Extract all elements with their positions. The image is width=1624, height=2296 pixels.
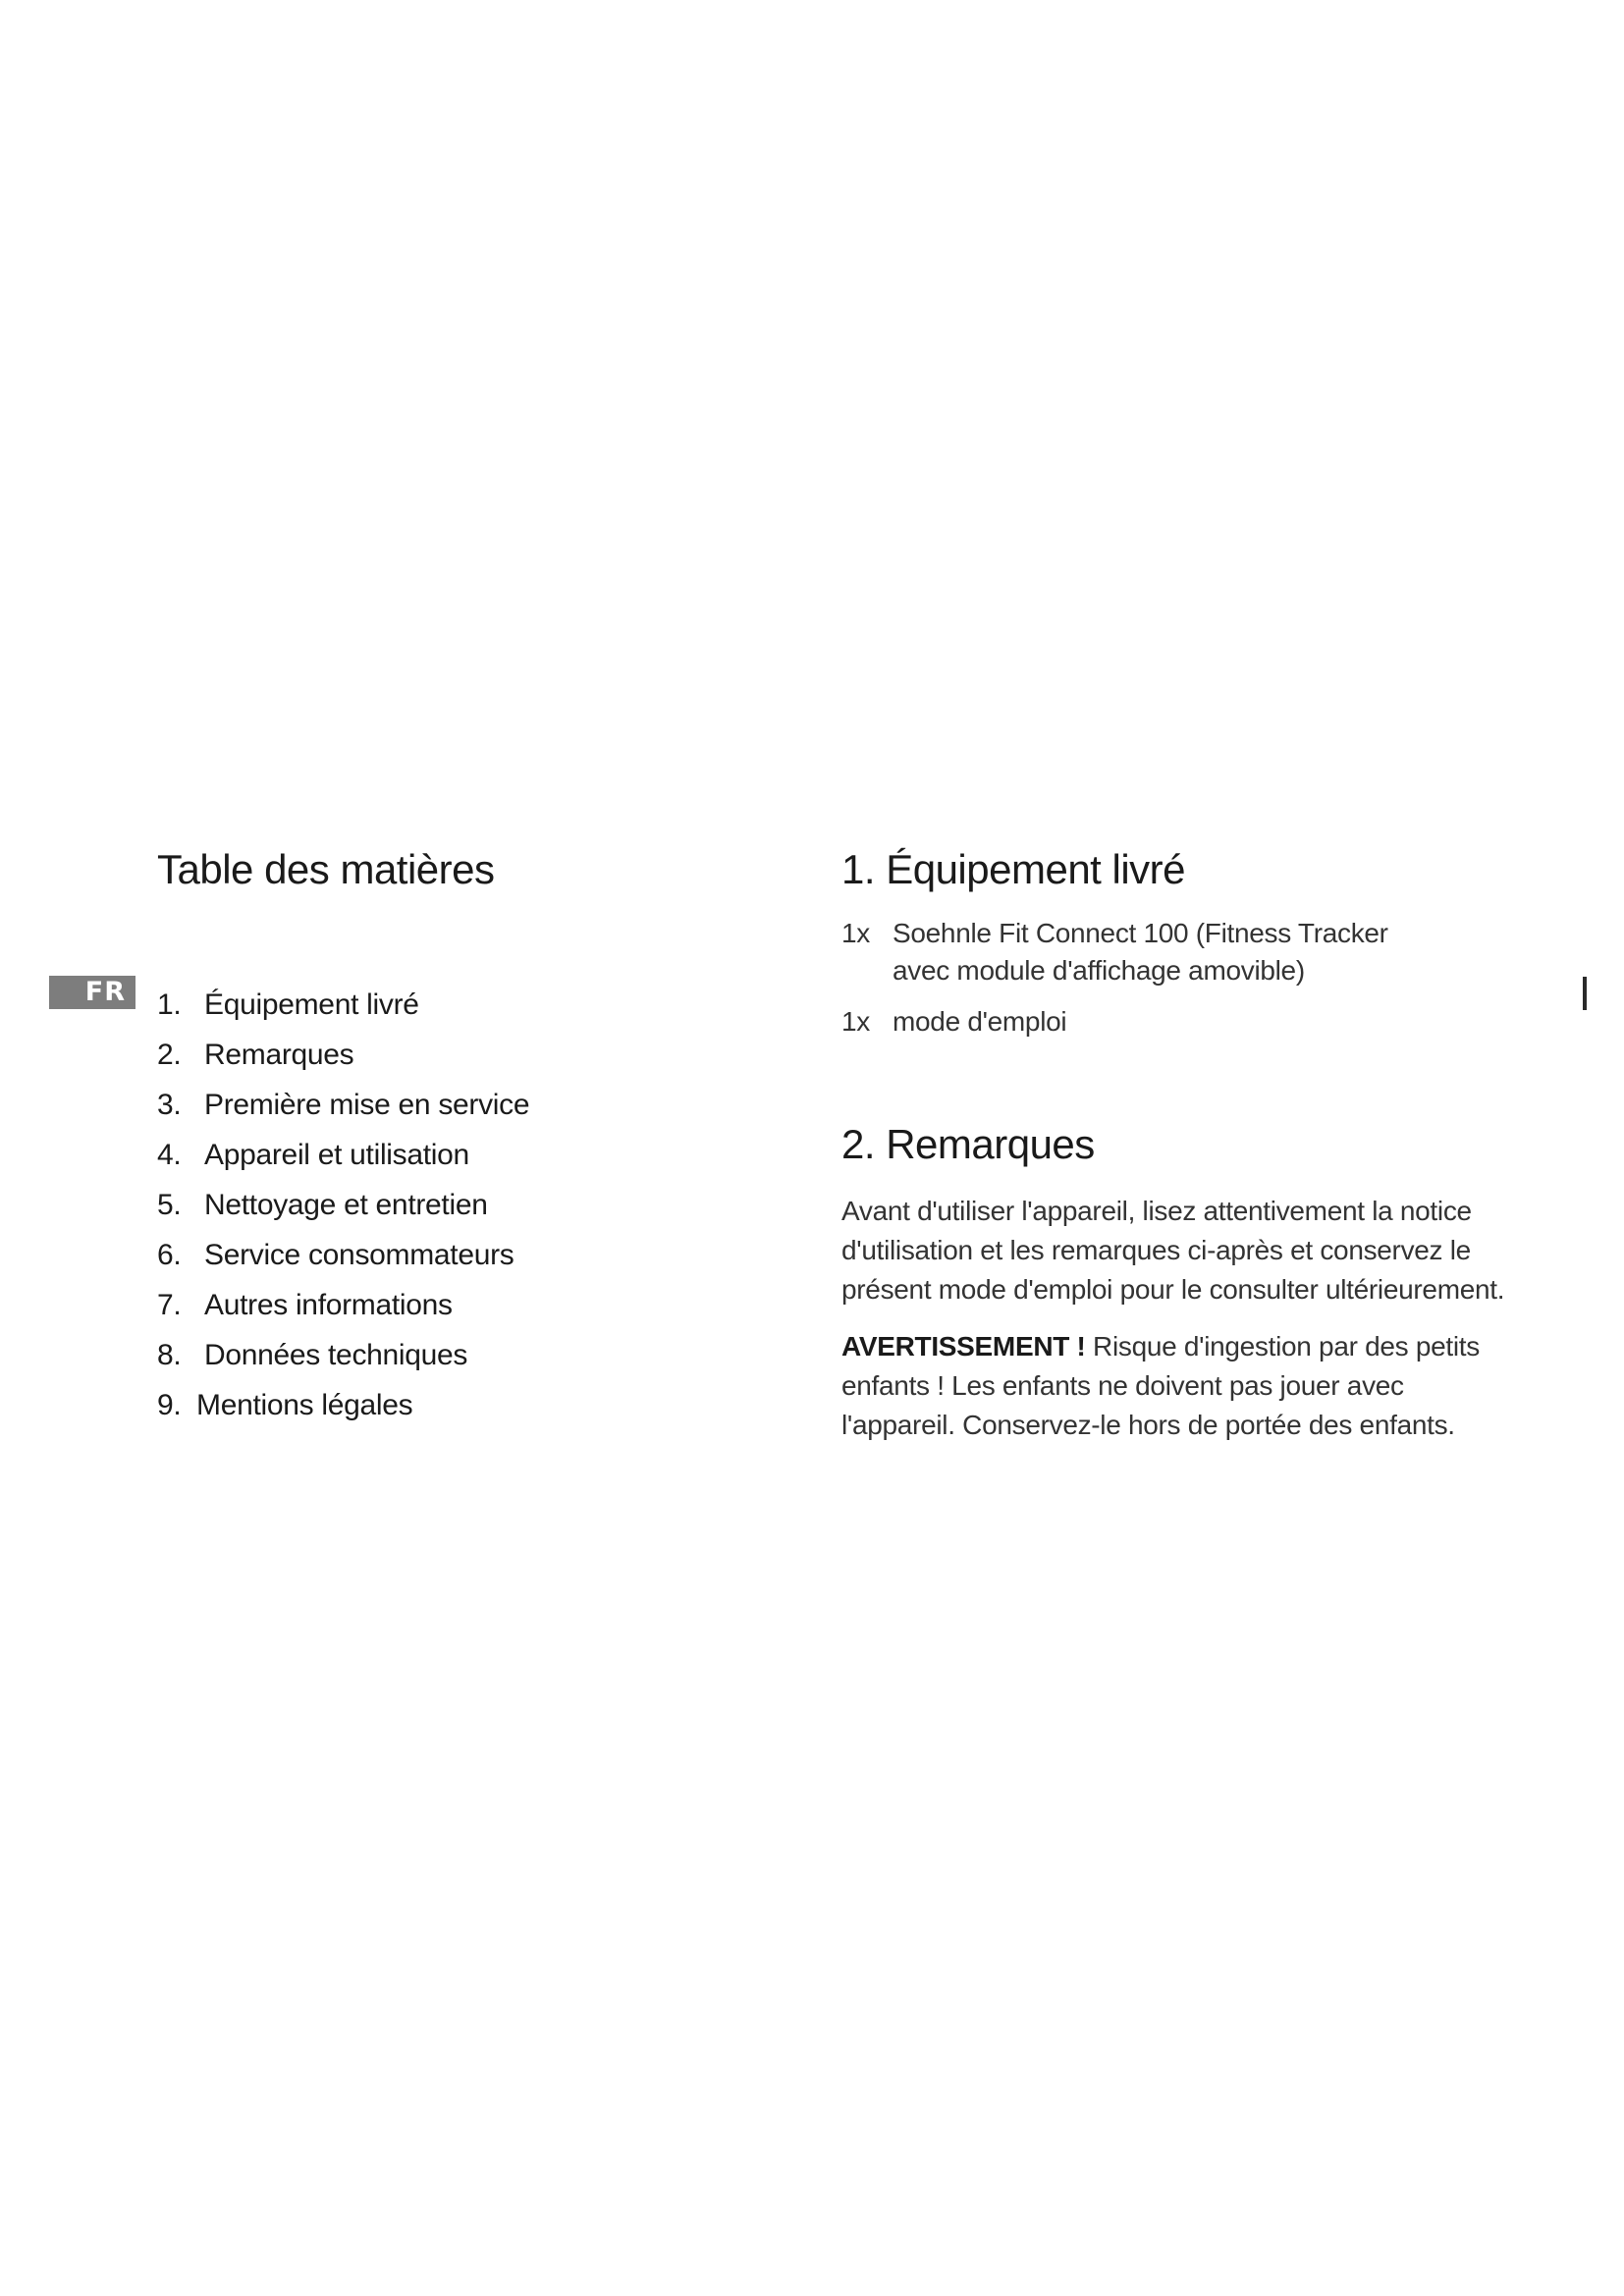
- toc-item[interactable]: [157, 1288, 529, 1338]
- content-column: [841, 844, 1529, 1440]
- remarks-paragraph: Avant d'utiliser l'appareil, lisez attentivement la notice d'utilisation et les remarques ci-après et conservez le présent mode d'emploi pour le consulter ultérieurement.: [841, 1196, 1505, 1305]
- toc-item[interactable]: [157, 1138, 529, 1188]
- warning-text: Risque d'ingestion par des petits enfants ! Les enfants ne doivent pas jouer avec l'appareil. Conservez-le hors de portée des enfants.: [841, 1331, 1480, 1440]
- toc-item-label: Nettoyage et entretien: [204, 1189, 488, 1221]
- toc-item[interactable]: [157, 1188, 529, 1238]
- equipment-quantity: 1x: [841, 1006, 870, 1037]
- table-of-contents: [157, 844, 707, 1421]
- equipment-description-line: Soehnle Fit Connect 100 (Fitness Tracker: [893, 918, 1388, 948]
- warning-paragraph: [841, 1327, 1509, 1445]
- equipment-list: [841, 915, 1529, 1041]
- toc-item-number: 1.: [157, 988, 182, 1021]
- section-title-remarks: 2. Remarques: [841, 1121, 1095, 1167]
- toc-item[interactable]: [157, 1238, 529, 1288]
- warning-label: AVERTISSEMENT !: [841, 1331, 1086, 1362]
- toc-item-number: 4.: [157, 1139, 182, 1171]
- section-title-equipment: 1. Équipement livré: [841, 846, 1186, 892]
- toc-item-number: 2.: [157, 1039, 182, 1071]
- toc-item-number: 3.: [157, 1089, 182, 1121]
- toc-item-number: 6.: [157, 1239, 182, 1271]
- toc-item-label: Autres informations: [204, 1289, 453, 1321]
- toc-item-label: Première mise en service: [204, 1089, 530, 1121]
- toc-item-number: 9.: [157, 1389, 182, 1421]
- equipment-item: [841, 915, 1529, 989]
- toc-item[interactable]: [157, 1388, 529, 1438]
- toc-item-label: Équipement livré: [204, 988, 419, 1021]
- toc-item[interactable]: [157, 1088, 529, 1138]
- toc-item[interactable]: [157, 1338, 529, 1388]
- toc-item[interactable]: [157, 988, 529, 1038]
- toc-item-label: Service consommateurs: [204, 1239, 514, 1271]
- section-equipment: [841, 844, 1529, 1041]
- toc-item[interactable]: [157, 1038, 529, 1088]
- equipment-description: [893, 915, 1388, 989]
- section-remarks: [841, 1119, 1509, 1463]
- toc-item-number: 5.: [157, 1189, 182, 1221]
- toc-item-number: 8.: [157, 1339, 182, 1371]
- toc-item-label: Remarques: [204, 1039, 354, 1071]
- equipment-description-line: avec module d'affichage amovible): [893, 955, 1305, 986]
- toc-item-number: 7.: [157, 1289, 182, 1321]
- toc-item-label: Appareil et utilisation: [204, 1139, 469, 1171]
- language-tab: FR: [49, 976, 135, 1009]
- equipment-item: [841, 1003, 1529, 1041]
- toc-item-label: Mentions légales: [196, 1389, 413, 1421]
- page-edge-marker: [1583, 977, 1587, 1010]
- toc-list: [157, 988, 529, 1438]
- equipment-quantity: 1x: [841, 918, 870, 948]
- toc-title: Table des matières: [157, 846, 495, 892]
- equipment-description: mode d'emploi: [893, 1006, 1067, 1037]
- toc-item-label: Données techniques: [204, 1339, 468, 1371]
